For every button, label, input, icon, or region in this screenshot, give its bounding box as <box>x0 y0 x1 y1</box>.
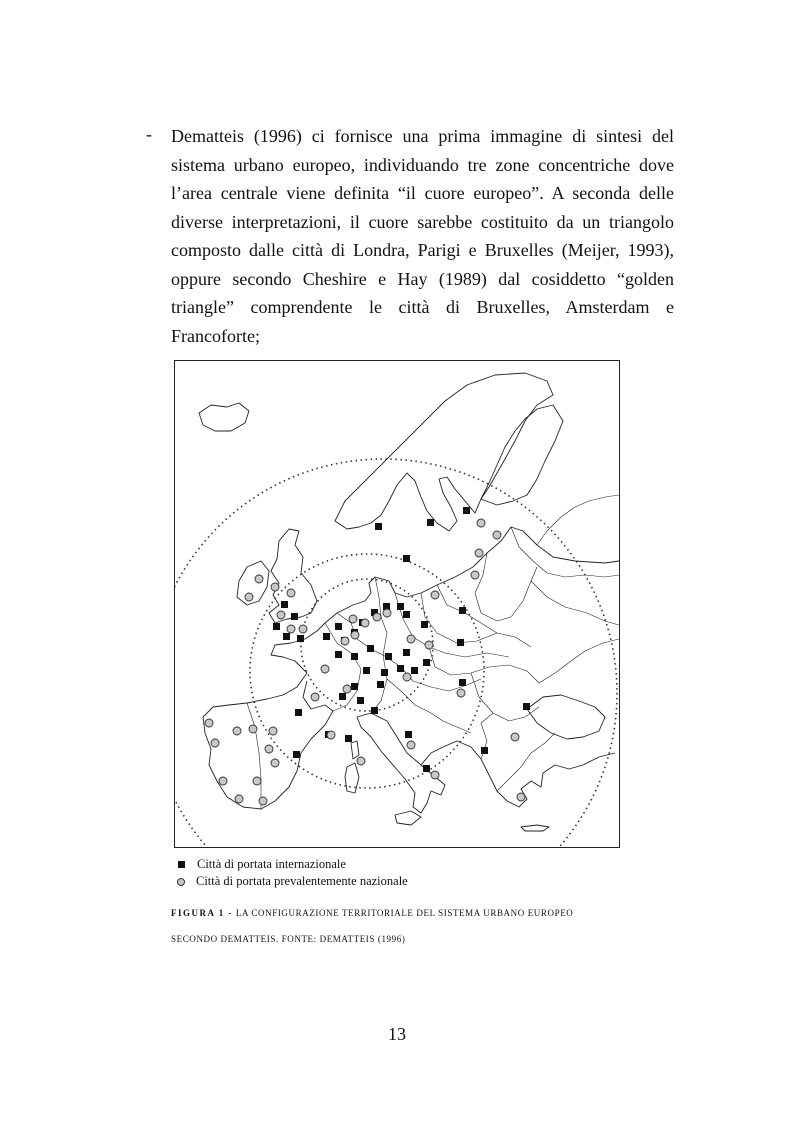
map-legend <box>176 856 408 890</box>
city-int <box>523 703 530 710</box>
city-nat <box>357 757 365 765</box>
city-int <box>323 633 330 640</box>
black-square-icon <box>178 861 185 868</box>
city-nat <box>407 741 415 749</box>
city-int <box>421 621 428 628</box>
city-int <box>351 653 358 660</box>
city-nat <box>349 615 357 623</box>
city-int <box>293 751 300 758</box>
city-nat <box>287 589 295 597</box>
city-int <box>459 607 466 614</box>
country-borders <box>247 527 619 809</box>
city-int <box>385 653 392 660</box>
legend-national-label: Città di portata prevalentemente nazionale <box>196 874 408 888</box>
figure-label: FIGURA 1 - <box>171 908 233 918</box>
city-nat <box>431 771 439 779</box>
city-nat <box>211 739 219 747</box>
city-nat <box>299 625 307 633</box>
city-nat <box>493 531 501 539</box>
city-nat <box>205 719 213 727</box>
city-int <box>403 649 410 656</box>
iceland-outline <box>199 403 249 431</box>
city-nat <box>277 611 285 619</box>
city-nat <box>351 631 359 639</box>
city-int <box>411 667 418 674</box>
page-number: 13 <box>388 1024 406 1044</box>
city-nat <box>425 641 433 649</box>
outer-zone-ring <box>175 459 617 847</box>
body-paragraph: Dematteis (1996) ci fornisce una prima immagine di sintesi del sistema urbano europeo, individuando tre zone concentriche dove l’area centrale viene definita “il cuore europeo”. A seconda delle diverse interpretazioni, il cuore sarebbe costituito da un triangolo composto dalle città di Londra, Parigi e Bruxelles (Meijer, 1993), oppure secondo Cheshire e Hay (1989) dal cosiddetto “golden triangle” comprendente le città di Bruxelles, Amsterdam e Francoforte; <box>171 126 674 346</box>
corsica-outline <box>351 741 359 759</box>
city-int <box>345 735 352 742</box>
city-int <box>357 697 364 704</box>
city-int <box>459 679 466 686</box>
city-nat <box>475 549 483 557</box>
italy-outline <box>357 713 445 813</box>
city-int <box>281 601 288 608</box>
city-int <box>335 623 342 630</box>
city-int <box>405 731 412 738</box>
scandinavia-outline <box>335 373 553 531</box>
city-nat <box>311 693 319 701</box>
city-nat <box>327 731 335 739</box>
caption-line-2: SECONDO DEMATTEIS. FONTE: DEMATTEIS (1996) <box>171 934 406 944</box>
city-int <box>339 693 346 700</box>
sicily-outline <box>395 811 421 825</box>
figure-caption <box>171 906 621 944</box>
city-nat <box>249 725 257 733</box>
city-nat <box>477 519 485 527</box>
city-nat <box>245 593 253 601</box>
city-int <box>423 765 430 772</box>
city-int <box>377 681 384 688</box>
city-int <box>403 611 410 618</box>
city-int <box>297 635 304 642</box>
legend-international <box>176 856 408 873</box>
city-nat <box>457 689 465 697</box>
city-int <box>423 659 430 666</box>
city-int <box>427 519 434 526</box>
list-bullet: - <box>146 124 152 144</box>
city-int <box>403 555 410 562</box>
city-int <box>283 633 290 640</box>
city-int <box>295 709 302 716</box>
city-nat <box>341 637 349 645</box>
city-nat <box>233 727 241 735</box>
city-int <box>481 747 488 754</box>
city-int <box>291 613 298 620</box>
city-int <box>363 667 370 674</box>
city-nat <box>471 571 479 579</box>
city-int <box>367 645 374 652</box>
city-nat <box>343 685 351 693</box>
city-int <box>335 651 342 658</box>
city-nat <box>287 625 295 633</box>
city-nat <box>511 733 519 741</box>
city-int <box>273 623 280 630</box>
city-int <box>381 669 388 676</box>
city-nat <box>269 727 277 735</box>
black-sea-outline <box>527 695 605 739</box>
city-nat <box>235 795 243 803</box>
city-nat <box>271 583 279 591</box>
legend-international-label: Città di portata internazionale <box>197 857 346 871</box>
city-int <box>351 683 358 690</box>
city-nat <box>271 759 279 767</box>
city-int <box>371 707 378 714</box>
city-nat <box>259 797 267 805</box>
city-int <box>463 507 470 514</box>
city-nat <box>407 635 415 643</box>
crete-outline <box>521 825 549 831</box>
europe-urban-system-map <box>174 360 620 848</box>
city-nat <box>265 745 273 753</box>
grey-circle-icon <box>177 878 185 886</box>
city-nat <box>431 591 439 599</box>
city-nat <box>517 793 525 801</box>
city-int <box>397 665 404 672</box>
city-nat <box>253 777 261 785</box>
continent-coastline <box>271 527 619 661</box>
finland-outline <box>481 405 563 505</box>
sardinia-outline <box>345 763 359 793</box>
russia-border <box>537 495 619 545</box>
city-nat <box>373 613 381 621</box>
city-nat <box>219 777 227 785</box>
city-int <box>457 639 464 646</box>
national-cities <box>205 519 525 805</box>
city-nat <box>383 609 391 617</box>
legend-national <box>176 873 408 890</box>
city-nat <box>361 619 369 627</box>
great-britain-outline <box>269 529 317 623</box>
international-cities <box>273 507 530 772</box>
city-nat <box>321 665 329 673</box>
city-int <box>375 523 382 530</box>
city-nat <box>403 673 411 681</box>
city-int <box>397 603 404 610</box>
caption-line-1: LA CONFIGURAZIONE TERRITORIALE DEL SISTEMA URBANO EUROPEO <box>235 908 574 918</box>
city-nat <box>255 575 263 583</box>
